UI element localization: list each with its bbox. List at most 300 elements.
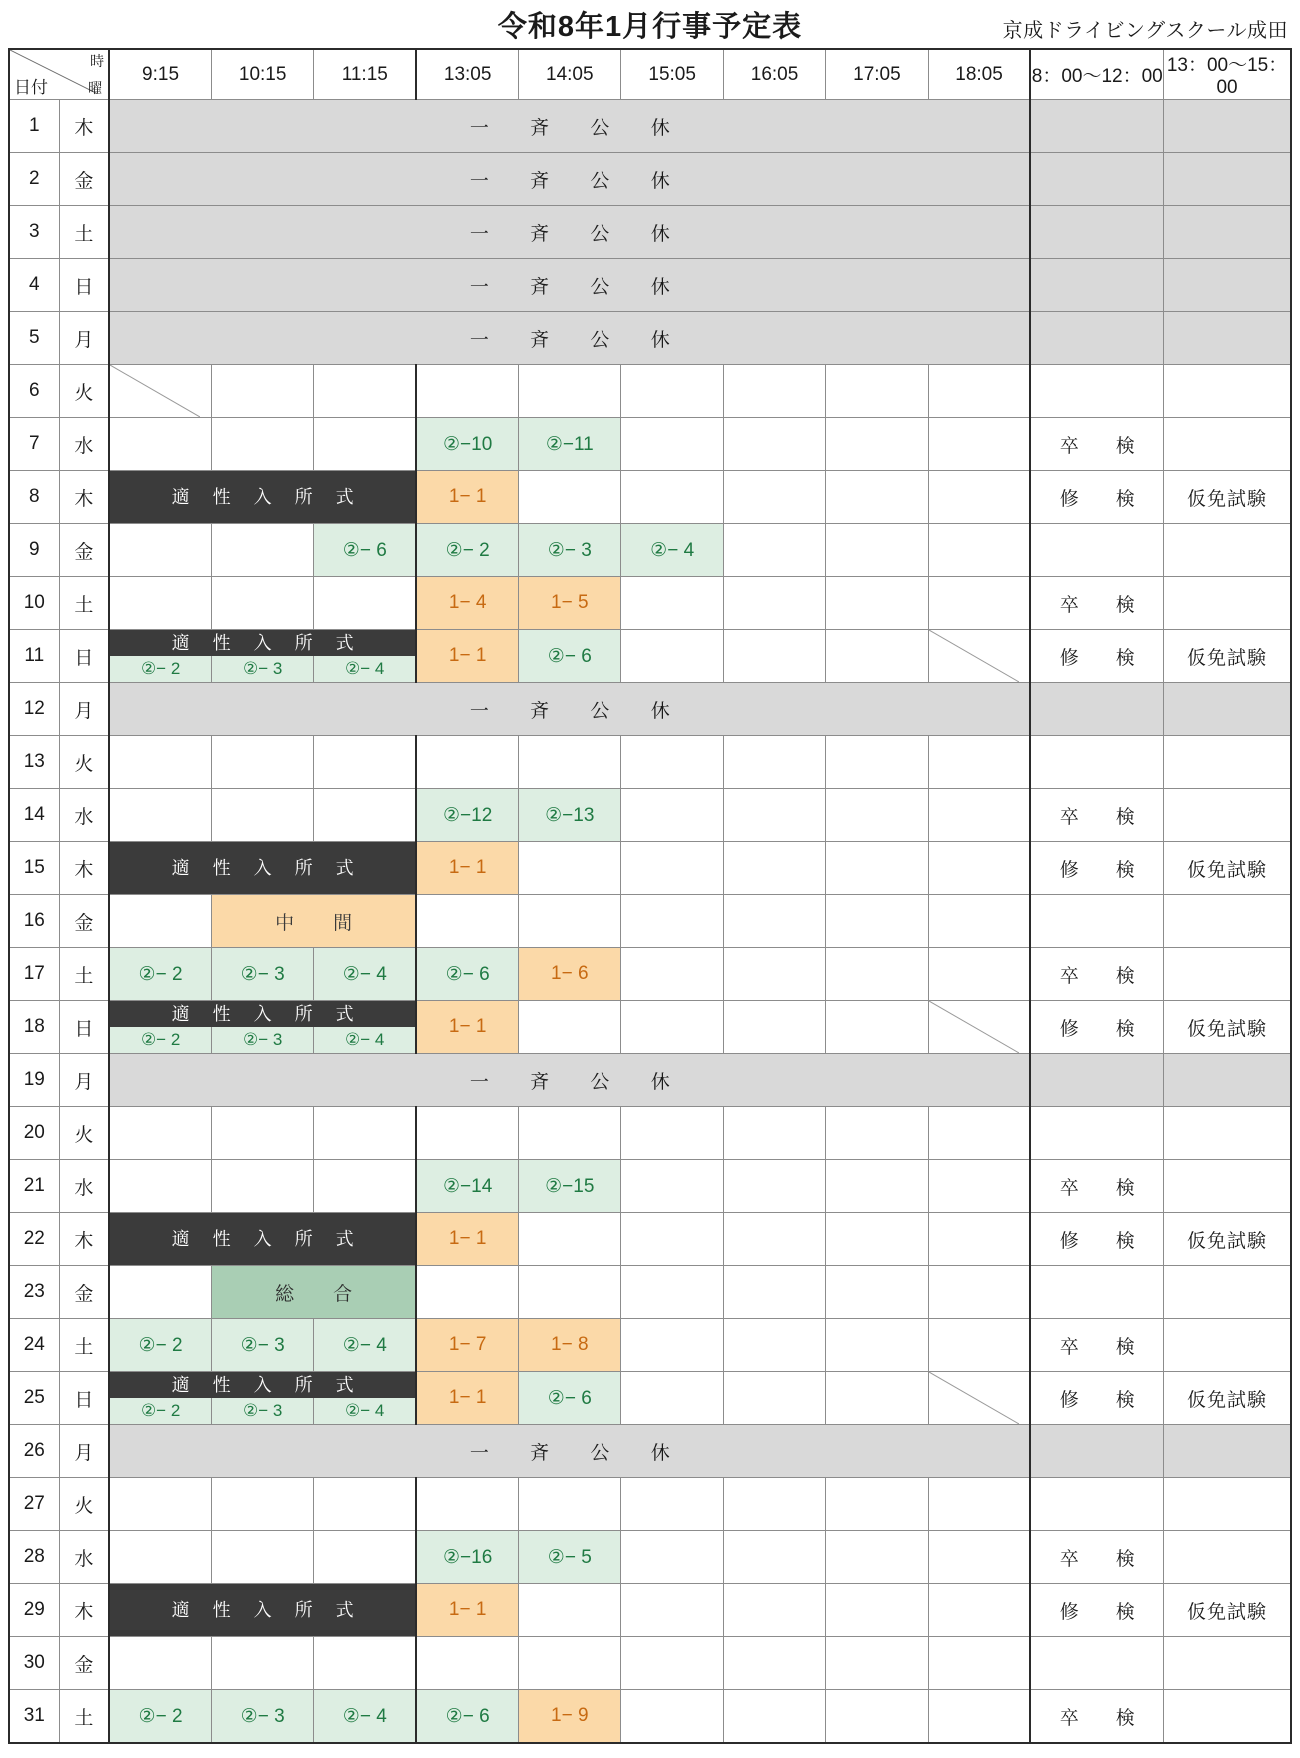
ceremony-label: 適 性 入 所 式 xyxy=(110,1372,415,1398)
period-cell-4[interactable] xyxy=(416,365,518,418)
period-cell-6[interactable] xyxy=(621,577,723,630)
day-of-week: 月 xyxy=(59,312,109,365)
period-cell-5[interactable]: ②−13 xyxy=(519,789,621,842)
period-cell-5[interactable] xyxy=(519,895,621,948)
period-cell-6[interactable] xyxy=(621,1478,723,1531)
period-cell-3[interactable]: ②− 4 xyxy=(314,1690,416,1744)
period-cell-7[interactable] xyxy=(723,1690,825,1744)
period-cell-8[interactable] xyxy=(826,1531,928,1584)
ceremony-subslot-2[interactable]: ②− 3 xyxy=(212,1027,314,1053)
period-cell-9[interactable] xyxy=(928,1478,1030,1531)
period-cell-4[interactable]: ②−14 xyxy=(416,1160,518,1213)
ceremony-cell[interactable] xyxy=(109,1584,416,1637)
ceremony-subslot-2[interactable]: ②− 3 xyxy=(212,656,314,682)
period-cell-6[interactable] xyxy=(621,948,723,1001)
period-cell-5[interactable]: ②−11 xyxy=(519,418,621,471)
period-cell-7[interactable] xyxy=(723,1001,825,1054)
closed-day-banner: 一 斉 公 休 xyxy=(109,312,1030,365)
day-of-week: 木 xyxy=(59,100,109,153)
day-number: 9 xyxy=(9,524,59,577)
period-cell-9[interactable] xyxy=(928,948,1030,1001)
period-cell-2[interactable] xyxy=(211,789,313,842)
table-row xyxy=(9,577,1291,630)
table-row xyxy=(9,683,1291,736)
period-cell-9[interactable] xyxy=(928,577,1030,630)
period-band-cell[interactable]: 総 合 xyxy=(211,1266,416,1319)
period-cell-6[interactable] xyxy=(621,1001,723,1054)
table-row xyxy=(9,1266,1291,1319)
day-number: 26 xyxy=(9,1425,59,1478)
period-cell-4[interactable] xyxy=(416,1637,518,1690)
exam-morning-cell xyxy=(1030,895,1163,948)
exam-afternoon-cell: 仮免試験 xyxy=(1164,1372,1291,1425)
closed-day-banner: 一 斉 公 休 xyxy=(109,1054,1030,1107)
period-cell-9[interactable] xyxy=(928,895,1030,948)
period-cell-5[interactable] xyxy=(519,1001,621,1054)
ceremony-cell[interactable] xyxy=(109,630,416,683)
period-cell-2[interactable] xyxy=(211,418,313,471)
exam-morning-cell: 卒 検 xyxy=(1030,1690,1163,1744)
period-cell-4[interactable]: 1− 1 xyxy=(416,1584,518,1637)
exam-afternoon-cell: 仮免試験 xyxy=(1164,630,1291,683)
period-cell-5[interactable]: ②− 6 xyxy=(519,1372,621,1425)
period-cell-6[interactable] xyxy=(621,736,723,789)
table-row xyxy=(9,524,1291,577)
period-cell-2[interactable] xyxy=(211,736,313,789)
period-cell-4[interactable] xyxy=(416,1107,518,1160)
ceremony-subslot-2[interactable]: ②− 3 xyxy=(212,1398,314,1424)
period-cell-6[interactable] xyxy=(621,1531,723,1584)
period-header-6: 15:05 xyxy=(621,49,723,100)
period-cell-5[interactable]: ②−15 xyxy=(519,1160,621,1213)
period-cell-3[interactable] xyxy=(314,789,416,842)
period-cell-9[interactable] xyxy=(928,524,1030,577)
period-cell-5[interactable] xyxy=(519,1213,621,1266)
table-row xyxy=(9,1054,1291,1107)
period-cell-8[interactable] xyxy=(826,1266,928,1319)
period-cell-5[interactable]: 1− 8 xyxy=(519,1319,621,1372)
period-cell-7[interactable] xyxy=(723,736,825,789)
day-of-week: 水 xyxy=(59,1160,109,1213)
period-cell-7[interactable] xyxy=(723,1584,825,1637)
period-cell-4[interactable]: 1− 7 xyxy=(416,1319,518,1372)
page-title: 令和8年1月行事予定表 xyxy=(497,11,803,43)
period-cell-8[interactable] xyxy=(826,1213,928,1266)
ceremony-subslot-3[interactable]: ②− 4 xyxy=(314,656,415,682)
period-cell-8[interactable] xyxy=(826,1372,928,1425)
ceremony-label: 適 性 入 所 式 xyxy=(110,1584,415,1636)
period-cell-7[interactable] xyxy=(723,948,825,1001)
period-cell-3[interactable] xyxy=(314,418,416,471)
table-row xyxy=(9,418,1291,471)
period-header-8: 17:05 xyxy=(826,49,928,100)
period-cell-2[interactable] xyxy=(211,1478,313,1531)
period-cell-6[interactable] xyxy=(621,471,723,524)
period-cell-6[interactable] xyxy=(621,789,723,842)
period-cell-4[interactable]: ②−10 xyxy=(416,418,518,471)
table-row xyxy=(9,1001,1291,1054)
day-number: 1 xyxy=(9,100,59,153)
day-of-week: 木 xyxy=(59,1213,109,1266)
closed-day-banner: 一 斉 公 休 xyxy=(109,1425,1030,1478)
period-cell-7[interactable] xyxy=(723,1266,825,1319)
period-cell-9[interactable] xyxy=(928,1001,1030,1054)
period-cell-9[interactable] xyxy=(928,1637,1030,1690)
period-cell-8[interactable] xyxy=(826,524,928,577)
period-cell-5[interactable] xyxy=(519,1107,621,1160)
period-cell-6[interactable] xyxy=(621,1107,723,1160)
period-cell-7[interactable] xyxy=(723,630,825,683)
period-cell-3[interactable]: ②− 6 xyxy=(314,524,416,577)
period-header-9: 18:05 xyxy=(928,49,1030,100)
exam-morning-cell xyxy=(1030,1107,1163,1160)
period-cell-6[interactable] xyxy=(621,1266,723,1319)
period-cell-4[interactable] xyxy=(416,736,518,789)
period-band-cell[interactable]: 中 間 xyxy=(211,895,416,948)
strikethrough-icon xyxy=(929,1372,1019,1424)
day-number: 22 xyxy=(9,1213,59,1266)
period-cell-4[interactable]: 1− 1 xyxy=(416,842,518,895)
period-cell-2[interactable] xyxy=(211,577,313,630)
period-cell-1[interactable]: ②− 2 xyxy=(109,1319,211,1372)
exam-morning-cell xyxy=(1030,100,1163,153)
day-of-week: 金 xyxy=(59,524,109,577)
period-cell-6[interactable] xyxy=(621,1160,723,1213)
day-of-week: 木 xyxy=(59,471,109,524)
table-row xyxy=(9,153,1291,206)
period-cell-8[interactable] xyxy=(826,1584,928,1637)
period-cell-2[interactable]: ②− 3 xyxy=(211,1319,313,1372)
ceremony-subslot-3[interactable]: ②− 4 xyxy=(314,1398,415,1424)
period-cell-9[interactable] xyxy=(928,1690,1030,1744)
period-cell-8[interactable] xyxy=(826,1107,928,1160)
period-cell-6[interactable] xyxy=(621,1213,723,1266)
period-cell-8[interactable] xyxy=(826,736,928,789)
exam-afternoon-cell xyxy=(1164,1690,1291,1744)
period-cell-5[interactable]: 1− 5 xyxy=(519,577,621,630)
period-cell-4[interactable]: ②−16 xyxy=(416,1531,518,1584)
period-cell-5[interactable] xyxy=(519,842,621,895)
exam-morning-cell: 卒 検 xyxy=(1030,418,1163,471)
table-row xyxy=(9,471,1291,524)
period-cell-1[interactable] xyxy=(109,577,211,630)
exam-afternoon-cell xyxy=(1164,365,1291,418)
period-cell-4[interactable]: ②−12 xyxy=(416,789,518,842)
period-cell-1[interactable] xyxy=(109,1478,211,1531)
period-cell-8[interactable] xyxy=(826,418,928,471)
table-header xyxy=(9,49,1291,100)
day-of-week: 日 xyxy=(59,1001,109,1054)
period-cell-9[interactable] xyxy=(928,1319,1030,1372)
period-cell-6[interactable] xyxy=(621,1372,723,1425)
exam-header-2: 13：00〜15：00 xyxy=(1164,49,1291,100)
period-cell-7[interactable] xyxy=(723,365,825,418)
period-cell-3[interactable] xyxy=(314,1107,416,1160)
period-cell-4[interactable]: 1− 1 xyxy=(416,471,518,524)
period-cell-9[interactable] xyxy=(928,1160,1030,1213)
day-number: 2 xyxy=(9,153,59,206)
exam-afternoon-cell xyxy=(1164,789,1291,842)
exam-morning-cell: 修 検 xyxy=(1030,1584,1163,1637)
period-cell-1[interactable] xyxy=(109,418,211,471)
exam-morning-cell xyxy=(1030,683,1163,736)
exam-morning-cell xyxy=(1030,153,1163,206)
day-number: 25 xyxy=(9,1372,59,1425)
period-cell-7[interactable] xyxy=(723,577,825,630)
period-cell-1[interactable] xyxy=(109,1160,211,1213)
period-cell-5[interactable]: ②− 3 xyxy=(519,524,621,577)
exam-afternoon-cell xyxy=(1164,418,1291,471)
exam-afternoon-cell xyxy=(1164,1319,1291,1372)
exam-afternoon-cell xyxy=(1164,1425,1291,1478)
period-cell-5[interactable]: ②− 6 xyxy=(519,630,621,683)
closed-day-banner: 一 斉 公 休 xyxy=(109,206,1030,259)
period-cell-5[interactable]: 1− 9 xyxy=(519,1690,621,1744)
period-cell-5[interactable] xyxy=(519,736,621,789)
period-cell-2[interactable]: ②− 3 xyxy=(211,948,313,1001)
period-cell-6[interactable] xyxy=(621,895,723,948)
day-number: 24 xyxy=(9,1319,59,1372)
period-cell-7[interactable] xyxy=(723,418,825,471)
ceremony-cell[interactable] xyxy=(109,1372,416,1425)
period-cell-9[interactable] xyxy=(928,1372,1030,1425)
period-cell-7[interactable] xyxy=(723,1478,825,1531)
period-cell-6[interactable] xyxy=(621,1690,723,1744)
period-cell-5[interactable] xyxy=(519,1266,621,1319)
period-cell-9[interactable] xyxy=(928,736,1030,789)
period-cell-4[interactable]: 1− 1 xyxy=(416,1001,518,1054)
period-cell-4[interactable] xyxy=(416,1266,518,1319)
period-cell-7[interactable] xyxy=(723,1213,825,1266)
day-number: 8 xyxy=(9,471,59,524)
ceremony-subslot-3[interactable]: ②− 4 xyxy=(314,1027,415,1053)
day-number: 12 xyxy=(9,683,59,736)
exam-morning-cell: 卒 検 xyxy=(1030,1319,1163,1372)
period-cell-4[interactable] xyxy=(416,1478,518,1531)
ceremony-cell[interactable] xyxy=(109,1213,416,1266)
period-cell-6[interactable] xyxy=(621,1637,723,1690)
period-cell-3[interactable] xyxy=(314,1531,416,1584)
period-cell-6[interactable] xyxy=(621,630,723,683)
period-cell-3[interactable] xyxy=(314,1160,416,1213)
period-cell-6[interactable] xyxy=(621,365,723,418)
exam-morning-cell: 修 検 xyxy=(1030,842,1163,895)
period-cell-7[interactable] xyxy=(723,1319,825,1372)
day-of-week: 日 xyxy=(59,630,109,683)
strikethrough-icon xyxy=(929,630,1019,682)
period-cell-3[interactable] xyxy=(314,736,416,789)
period-cell-5[interactable]: ②− 5 xyxy=(519,1531,621,1584)
day-of-week: 土 xyxy=(59,206,109,259)
period-cell-6[interactable] xyxy=(621,1584,723,1637)
corner-date-label: 日付 xyxy=(14,78,48,97)
period-cell-8[interactable] xyxy=(826,365,928,418)
period-cell-9[interactable] xyxy=(928,1213,1030,1266)
period-cell-2[interactable] xyxy=(211,365,313,418)
period-cell-8[interactable] xyxy=(826,1478,928,1531)
day-of-week: 火 xyxy=(59,1478,109,1531)
period-cell-8[interactable] xyxy=(826,842,928,895)
exam-afternoon-cell xyxy=(1164,312,1291,365)
period-cell-9[interactable] xyxy=(928,1531,1030,1584)
day-number: 30 xyxy=(9,1637,59,1690)
period-cell-2[interactable] xyxy=(211,524,313,577)
period-cell-7[interactable] xyxy=(723,842,825,895)
period-cell-8[interactable] xyxy=(826,789,928,842)
period-cell-1[interactable] xyxy=(109,524,211,577)
period-cell-2[interactable]: ②− 3 xyxy=(211,1690,313,1744)
table-row xyxy=(9,259,1291,312)
period-cell-1[interactable] xyxy=(109,1266,211,1319)
period-cell-8[interactable] xyxy=(826,1001,928,1054)
period-cell-9[interactable] xyxy=(928,1107,1030,1160)
exam-afternoon-cell xyxy=(1164,1107,1291,1160)
table-row xyxy=(9,1213,1291,1266)
period-cell-9[interactable] xyxy=(928,365,1030,418)
exam-afternoon-cell xyxy=(1164,577,1291,630)
period-cell-9[interactable] xyxy=(928,630,1030,683)
period-cell-7[interactable] xyxy=(723,1372,825,1425)
period-cell-6[interactable] xyxy=(621,842,723,895)
period-cell-7[interactable] xyxy=(723,895,825,948)
period-cell-3[interactable] xyxy=(314,1478,416,1531)
period-header-4: 13:05 xyxy=(416,49,518,100)
day-number: 5 xyxy=(9,312,59,365)
period-cell-8[interactable] xyxy=(826,630,928,683)
period-cell-4[interactable]: 1− 1 xyxy=(416,1372,518,1425)
period-cell-5[interactable]: 1− 6 xyxy=(519,948,621,1001)
period-cell-1[interactable]: ②− 2 xyxy=(109,1690,211,1744)
period-cell-8[interactable] xyxy=(826,1319,928,1372)
period-cell-4[interactable]: 1− 1 xyxy=(416,630,518,683)
schedule-table xyxy=(8,48,1292,1744)
period-cell-4[interactable]: 1− 4 xyxy=(416,577,518,630)
day-of-week: 火 xyxy=(59,365,109,418)
ceremony-subslot-row xyxy=(110,1027,415,1053)
period-cell-9[interactable] xyxy=(928,842,1030,895)
period-cell-5[interactable] xyxy=(519,471,621,524)
period-cell-4[interactable]: ②− 6 xyxy=(416,948,518,1001)
period-cell-8[interactable] xyxy=(826,471,928,524)
table-row xyxy=(9,842,1291,895)
period-cell-9[interactable] xyxy=(928,789,1030,842)
period-cell-7[interactable] xyxy=(723,524,825,577)
period-cell-5[interactable] xyxy=(519,1478,621,1531)
period-cell-6[interactable] xyxy=(621,418,723,471)
period-cell-1[interactable] xyxy=(109,1637,211,1690)
period-cell-7[interactable] xyxy=(723,789,825,842)
period-cell-8[interactable] xyxy=(826,577,928,630)
period-cell-4[interactable]: ②− 2 xyxy=(416,524,518,577)
period-cell-8[interactable] xyxy=(826,895,928,948)
period-cell-3[interactable]: ②− 4 xyxy=(314,1319,416,1372)
exam-afternoon-cell xyxy=(1164,948,1291,1001)
period-cell-4[interactable]: 1− 1 xyxy=(416,1213,518,1266)
table-row xyxy=(9,100,1291,153)
exam-morning-cell: 卒 検 xyxy=(1030,577,1163,630)
period-cell-2[interactable] xyxy=(211,1531,313,1584)
period-cell-8[interactable] xyxy=(826,1637,928,1690)
exam-morning-cell: 卒 検 xyxy=(1030,948,1163,1001)
ceremony-cell[interactable] xyxy=(109,842,416,895)
period-cell-1[interactable] xyxy=(109,789,211,842)
period-cell-7[interactable] xyxy=(723,471,825,524)
period-cell-9[interactable] xyxy=(928,1584,1030,1637)
period-cell-5[interactable] xyxy=(519,1584,621,1637)
period-cell-1[interactable] xyxy=(109,1531,211,1584)
period-cell-9[interactable] xyxy=(928,471,1030,524)
ceremony-subslot-row xyxy=(110,1398,415,1424)
period-cell-1[interactable]: ②− 2 xyxy=(109,948,211,1001)
period-cell-9[interactable] xyxy=(928,418,1030,471)
period-cell-7[interactable] xyxy=(723,1637,825,1690)
day-of-week: 水 xyxy=(59,789,109,842)
period-cell-2[interactable] xyxy=(211,1160,313,1213)
period-cell-4[interactable]: ②− 6 xyxy=(416,1690,518,1744)
exam-afternoon-cell xyxy=(1164,736,1291,789)
day-number: 20 xyxy=(9,1107,59,1160)
day-of-week: 木 xyxy=(59,842,109,895)
exam-afternoon-cell xyxy=(1164,683,1291,736)
period-cell-1[interactable] xyxy=(109,736,211,789)
period-cell-3[interactable] xyxy=(314,1637,416,1690)
exam-morning-cell: 卒 検 xyxy=(1030,1160,1163,1213)
day-of-week: 土 xyxy=(59,1319,109,1372)
period-cell-6[interactable]: ②− 4 xyxy=(621,524,723,577)
ceremony-subslot-1[interactable]: ②− 2 xyxy=(110,1398,212,1424)
ceremony-cell[interactable] xyxy=(109,471,416,524)
day-of-week: 火 xyxy=(59,736,109,789)
period-cell-3[interactable]: ②− 4 xyxy=(314,948,416,1001)
day-of-week: 火 xyxy=(59,1107,109,1160)
period-cell-7[interactable] xyxy=(723,1160,825,1213)
day-of-week: 月 xyxy=(59,683,109,736)
table-row xyxy=(9,1637,1291,1690)
day-of-week: 土 xyxy=(59,577,109,630)
period-cell-6[interactable] xyxy=(621,1319,723,1372)
ceremony-cell[interactable] xyxy=(109,1001,416,1054)
period-cell-5[interactable] xyxy=(519,1637,621,1690)
period-cell-1[interactable] xyxy=(109,365,211,418)
period-cell-3[interactable] xyxy=(314,365,416,418)
period-cell-9[interactable] xyxy=(928,1266,1030,1319)
period-cell-5[interactable] xyxy=(519,365,621,418)
ceremony-label: 適 性 入 所 式 xyxy=(110,842,415,894)
day-number: 7 xyxy=(9,418,59,471)
period-cell-1[interactable] xyxy=(109,895,211,948)
period-cell-2[interactable] xyxy=(211,1107,313,1160)
period-cell-4[interactable] xyxy=(416,895,518,948)
table-row xyxy=(9,895,1291,948)
period-cell-8[interactable] xyxy=(826,1160,928,1213)
day-number: 27 xyxy=(9,1478,59,1531)
period-cell-3[interactable] xyxy=(314,577,416,630)
ceremony-subslot-1[interactable]: ②− 2 xyxy=(110,656,212,682)
table-row xyxy=(9,312,1291,365)
exam-morning-cell: 修 検 xyxy=(1030,471,1163,524)
period-cell-7[interactable] xyxy=(723,1107,825,1160)
period-cell-1[interactable] xyxy=(109,1107,211,1160)
period-cell-8[interactable] xyxy=(826,948,928,1001)
exam-morning-cell: 修 検 xyxy=(1030,1213,1163,1266)
period-cell-2[interactable] xyxy=(211,1637,313,1690)
period-cell-8[interactable] xyxy=(826,1690,928,1744)
period-cell-7[interactable] xyxy=(723,1531,825,1584)
day-number: 23 xyxy=(9,1266,59,1319)
table-row xyxy=(9,1531,1291,1584)
ceremony-subslot-1[interactable]: ②− 2 xyxy=(110,1027,212,1053)
closed-day-banner: 一 斉 公 休 xyxy=(109,100,1030,153)
